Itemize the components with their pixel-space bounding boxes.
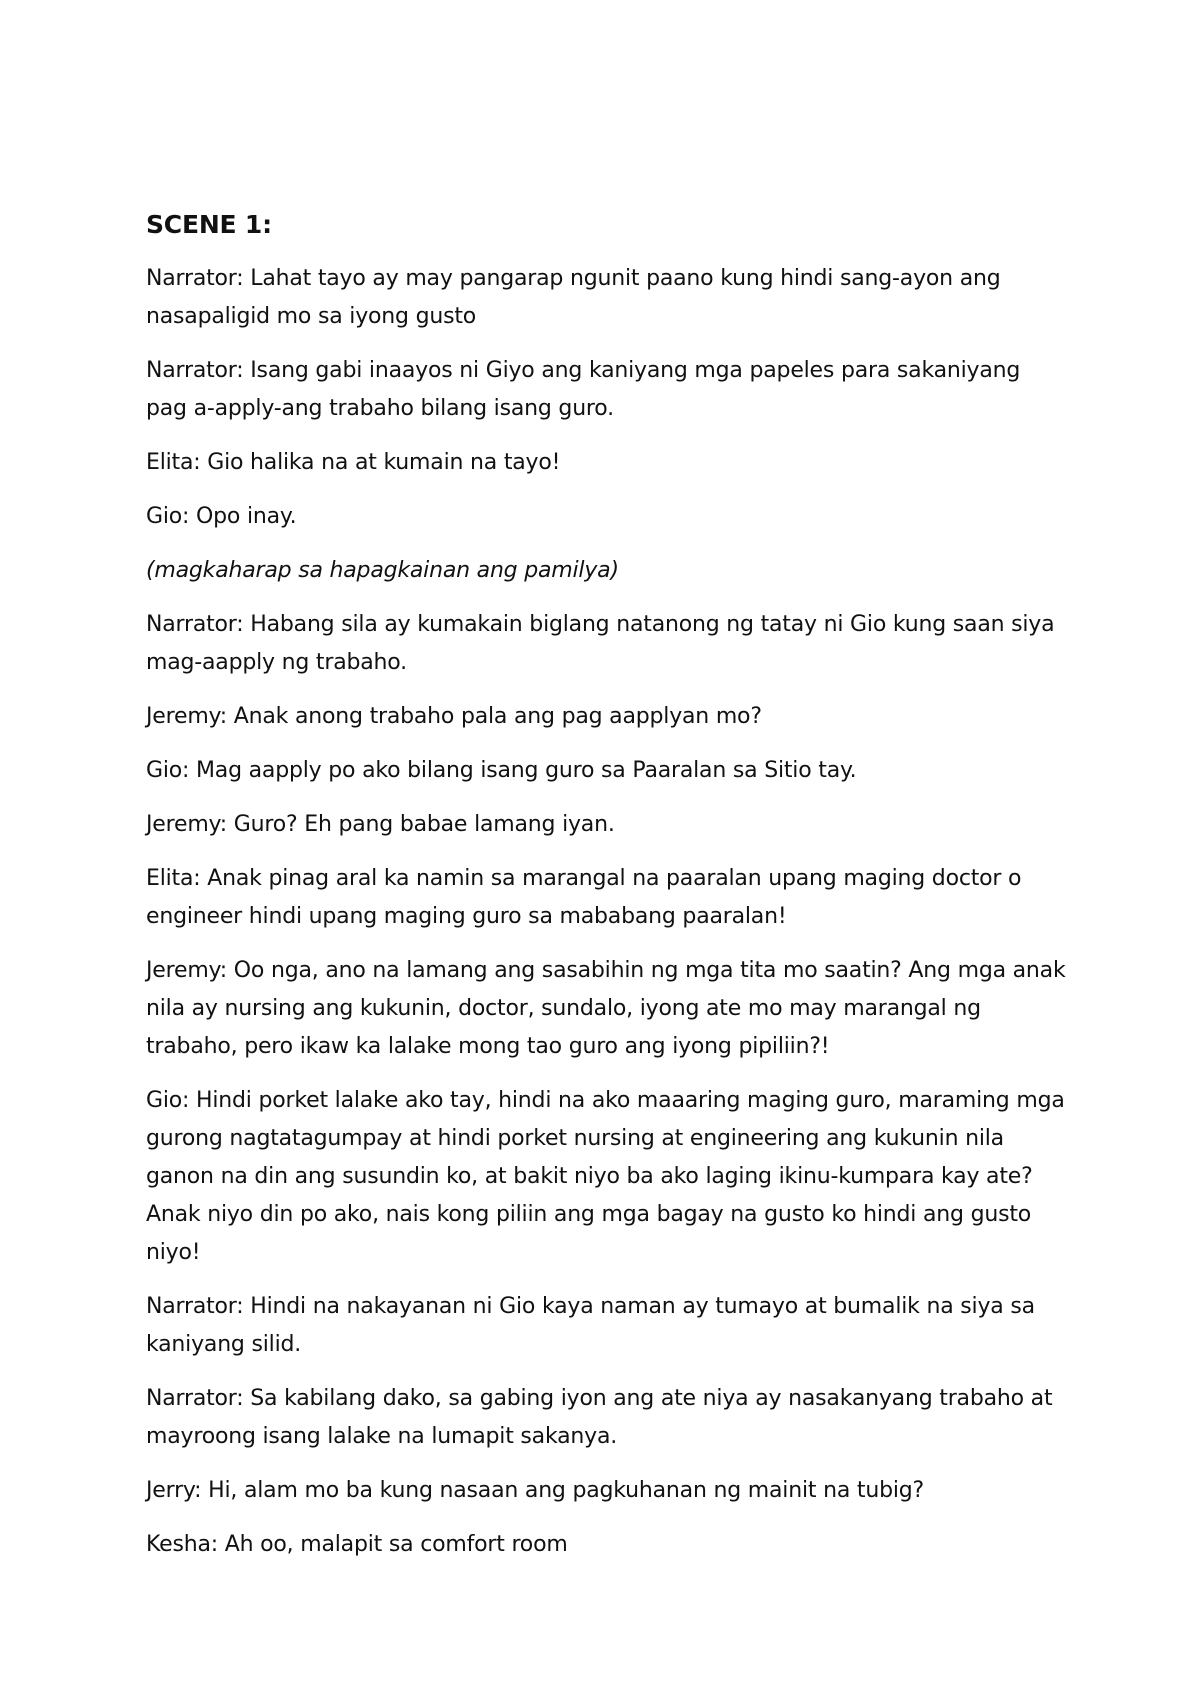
dialogue-line: Narrator: Habang sila ay kumakain biglang natanong ng tatay ni Gio kung saan siya mag-aapply ng trabaho. — [146, 612, 1055, 675]
document-body — [146, 206, 1066, 1580]
dialogue-line: Narrator: Isang gabi inaayos ni Giyo ang kaniyang mga papeles para sakaniyang pag a-apply-ang trabaho bilang isang guro. — [146, 358, 1021, 421]
scene-title: SCENE 1: — [146, 210, 272, 239]
dialogue-line: Jeremy: Oo nga, ano na lamang ang sasabihin ng mga tita mo saatin? Ang mga anak nila ay nursing ang kukunin, doctor, sundalo, iyong ate mo may marangal ng trabaho, pero ikaw ka lalake mong tao guro ang iyong pipiliin?! — [146, 958, 1066, 1059]
dialogue-line: Jeremy: Anak anong trabaho pala ang pag aapplyan mo? — [146, 704, 762, 729]
script-paragraphs — [146, 260, 1066, 1564]
dialogue-line: Gio: Opo inay. — [146, 504, 297, 529]
dialogue-line: Jerry: Hi, alam mo ba kung nasaan ang pagkuhanan ng mainit na tubig? — [146, 1478, 925, 1503]
dialogue-line: Gio: Mag aapply po ako bilang isang guro sa Paaralan sa Sitio tay. — [146, 758, 857, 783]
dialogue-line: Elita: Anak pinag aral ka namin sa marangal na paaralan upang maging doctor o engineer hindi upang maging guro sa mababang paaralan! — [146, 866, 1022, 929]
dialogue-line: Gio: Hindi porket lalake ako tay, hindi na ako maaaring maging guro, maraming mga gurong nagtatagumpay at hindi porket nursing at engineering ang kukunin nila ganon na din ang susundin ko, at bakit niyo ba ako laging ikinu-kumpara kay ate? Anak niyo din po ako, nais kong piliin ang mga bagay na gusto ko hindi ang gusto niyo! — [146, 1088, 1065, 1265]
dialogue-line: Narrator: Lahat tayo ay may pangarap ngunit paano kung hindi sang-ayon ang nasapaligid mo sa iyong gusto — [146, 266, 1001, 329]
stage-direction: (magkaharap sa hapagkainan ang pamilya) — [146, 558, 619, 583]
dialogue-line: Narrator: Hindi na nakayanan ni Gio kaya naman ay tumayo at bumalik na siya sa kaniyang silid. — [146, 1294, 1035, 1357]
dialogue-line: Narrator: Sa kabilang dako, sa gabing iyon ang ate niya ay nasakanyang trabaho at mayroong isang lalake na lumapit sakanya. — [146, 1386, 1053, 1449]
dialogue-line: Kesha: Ah oo, malapit sa comfort room — [146, 1532, 568, 1557]
dialogue-line: Jeremy: Guro? Eh pang babae lamang iyan. — [146, 812, 615, 837]
dialogue-line: Elita: Gio halika na at kumain na tayo! — [146, 450, 561, 475]
